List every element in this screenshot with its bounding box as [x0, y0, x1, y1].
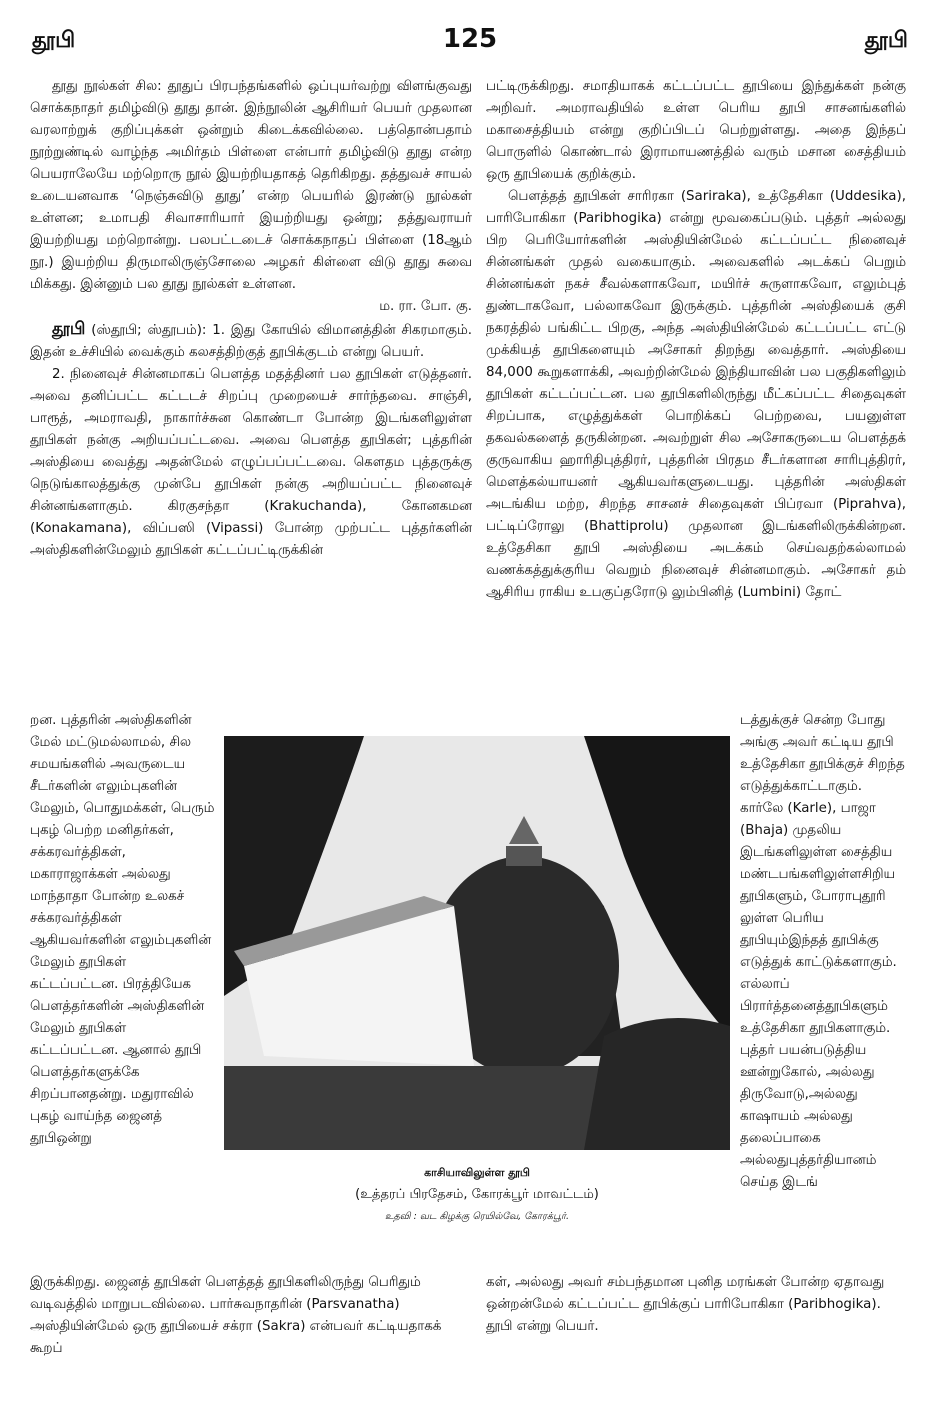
entry-definition: (ஸ்தூபி; ஸ்தூபம்): 1. இது கோயில் விமானத்தின் சிகரமாகும். இதன் உச்சியில் வைக்கும் கலசத்திற்குத் தூபிக்குடம் என்று பெயர்.: [30, 323, 472, 360]
caption-title: காசியாவிலுள்ள தூபி: [424, 1166, 530, 1179]
running-head-right: தூபி: [864, 28, 908, 53]
caption-credit: உதவி : வட கிழக்கு ரெயில்வே, கோரக்பூர்.: [384, 1211, 570, 1222]
paragraph-samadhi: பட்டிருக்கிறது. சமாதியாகக் கட்டப்பட்ட தூபியை இந்துக்கள் நன்கு அறிவர். அமராவதியில் உள்ள பெரிய தூபி சாசனங்களில் மகாசைத்தியம் என்று குறிப்பிடப் பெற்றுள்ளது. அதை இந்தப் பொருளில் கொண்டால் இராமாயணத்தில் வரும் மசான சைத்தியம் ஒரு தூபியைக் குறிக்கும்.: [486, 79, 906, 182]
entry-heading: தூபி: [52, 319, 86, 339]
paragraph-stupa-types: பௌத்தத் தூபிகள் சாரிரகா (Sariraka), உத்தேசிகா (Uddesika), பாரிபோகிகா (Paribhogika) என்று மூவகைப்படும். புத்தர் அல்லது பிற பெரியோர்களின் அஸ்தியின்மேல் கட்டப்பட்ட நினைவுச் சின்னங்கள் முதல் வகையாகும். அவைகளில் அடக்கப் பெறும் சின்னங்கள் நகச் சீவல்களாகவோ, மயிர்ச் சுருளாகவோ, எலும்புத் துண்டாகவோ, பல்லாகவோ இருக்கும். புத்தரின் அஸ்தியைக் குசி நகரத்தில் பங்கிட்ட பிறகு, அந்த அஸ்தியின்மேல் கட்டப்பட்ட எட்டு முக்கியத் தூபிகளையும் அசோகர் திறந்து வைத்தார். அஸ்தியை 84,000 கூறுகளாக்கி, அவற்றின்மேல் இந்தியாவின் பல பகுதிகளிலும் தூபிகள் கட்டப்பட்டன. பல தூபிகளிலிருந்து மீட்கப்பட்ட சிதைவுகள் சிறப்பாக, எழுத்துக்கள் பொறிக்கப் பெற்றவை, பயனுள்ள தகவல்களைத் தருகின்றன. அவற்றுள் சில அசோகருடைய பௌத்தக் குருவாகிய ஹாரிதிபுத்திரர், புத்தரின் பிரதம சீடர்களான சாரிபுத்திரர், மௌத்கல்யாயனர் ஆகியவர்களுடையது. புத்தரின் அஸ்திகள் அடங்கிய மற்ற, சிறந்த சாசனச் சிதைவுகள் பிப்ரவா (Piprahva), பட்டிப்ரோலு (Bhattiprolu) முதலான இடங்களிலிருக்கின்றன. உத்தேசிகா தூபி அஸ்தியை அடக்கம் செய்வதற்கல்லாமல் வணக்கத்துக்குரிய வெறும் நினைவுச் சின்னமாகும். அசோகர் தம் ஆசிரிய ராகிய உபகுப்தரோடு லும்பினித் (Lumbini) தோட்: [486, 189, 906, 600]
page-number: 125: [442, 24, 498, 54]
author-signature: ம. ரா. போ. கு.: [379, 299, 472, 314]
figure-caption: [224, 1162, 730, 1228]
bottom-left-text: இருக்கிறது. ஜைனத் தூபிகள் பௌத்தத் தூபிகளிலிருந்து பெரிதும் வடிவத்தில் மாறுபடவில்லை. பார்சுவநாதரின் (Parsvanatha) அஸ்தியின்மேல் ஒரு தூபியைச் சக்ரா (Sakra) என்பவர் கட்டியதாகக் கூறப்: [30, 1275, 442, 1356]
caption-subtitle: (உத்தரப் பிரதேசம், கோரக்பூர் மாவட்டம்): [355, 1187, 599, 1202]
bottom-right-text: கள், அல்லது அவர் சம்பந்தமான புனித மரங்கள் போன்ற ஏதாவது ஒன்றன்மேல் கட்டப்பட்ட தூபிக்குப் பாரிபோகிகா (Paribhogika). தூபி என்று பெயர்.: [486, 1275, 885, 1334]
wrap-text-right: டத்துக்குச் சென்ற போது அங்கு அவர் கட்டிய தூபி உத்தேசிகா தூபிக்குச் சிறந்த எடுத்துக்காட்டாகும். கார்லே (Karle), பாஜா (Bhaja) முதலிய இடங்களிலுள்ள சைத்திய மண்டபங்களிலுள்ளசிறிய தூபிகளும், போராபுதூரி லுள்ள பெரிய தூபியும்இந்தத் தூபிக்கு எடுத்துக் காட்டுக்களாகும். எல்லாப் பிரார்த்தனைத்தூபிகளும் உத்தேசிகா தூபிகளாகும். புத்தர் பயன்படுத்திய ஊன்றுகோல், அல்லது திருவோடு,அல்லது காஷாயம் அல்லது தலைப்பாகை அல்லதுபுத்தர்தியானம் செய்த இடங்: [740, 713, 905, 1190]
wrap-text-left: றன. புத்தரின் அஸ்திகளின் மேல் மட்டுமல்லாமல், சில சமயங்களில் அவருடைய சீடர்களின் எலும்புகளின் மேலும், பொதுமக்கள், பெரும் புகழ் பெற்ற மனிதர்கள், சக்கரவர்த்திகள், மகாராஜாக்கள் அல்லது மாந்தாதா போன்ற உலகச் சக்கரவர்த்திகள் ஆகியவர்களின் எலும்புகளின் மேலும் தூபிகள் கட்டப்பட்டன. பிரத்தியேக பௌத்தர்களின் அஸ்திகளின் மேலும் தூபிகள் கட்டப்பட்டன. ஆனால் தூபி பௌத்தர்களுக்கே சிறப்பானதன்று. மதுராவில் புகழ் வாய்ந்த ஜைனத் தூபிஒன்று: [30, 713, 215, 1146]
right-column: [486, 76, 906, 604]
running-head-left: தூபி: [32, 28, 76, 53]
stupa-photograph: [224, 736, 730, 1150]
paragraph-stupa-memorials: 2. நினைவுச் சின்னமாகப் பௌத்த மதத்தினர் பல தூபிகள் எடுத்தனர். அவை தனிப்பட்ட கட்டடச் சிறப்பு முறையைச் சார்ந்தவை. சாஞ்சி, பாரூத், அமராவதி, நாகார்ச்சுன கொண்டா போன்ற இடங்களிலுள்ள தூபிகள் நன்கு அறியப்பட்டவை. அவை பௌத்த தூபிகள்; புத்தரின் அஸ்தியை வைத்து அதன்மேல் எழுப்பப்பட்டவை. கௌதம புத்தருக்கு நெடுங்காலத்துக்கு முன்பே தூபிகள் நன்கு அறியப்பட்ட நினைவுச் சின்னங்களாகும். கிரகுசந்தா (Krakuchanda), கோனகமன (Konakamana), விப்பஸி (Vipassi) போன்ற முற்பட்ட புத்தர்களின் அஸ்திகளின்மேலும் தூபிகள் கட்டப்பட்டிருக்கின்: [30, 367, 472, 558]
paragraph-thoothu: தூது நூல்கள் சில: தூதுப் பிரபந்தங்களில் ஒப்புயர்வற்று விளங்குவது சொக்கநாதர் தமிழ்விடு தூது தான். இந்நூலின் ஆசிரியர் பெயர் முதலான வரலாற்றுக் குறிப்புக்கள் ஒன்றும் கிடைக்கவில்லை. பத்தொன்பதாம் நூற்றுண்டில் வாழ்ந்த அமிர்தம் பிள்ளை என்பார் தமிழ்விடு தூது என்ற பெயராலேயே மற்றொரு நூல் இயற்றியதாகத் தெரிகிறது. தத்துவச் சாயல் உடையனவாக ‘நெஞ்சுவிடு தூது’ என்ற பெயரில் இரண்டு நூல்கள் உள்ளன; உமாபதி சிவாசாரியார் இயற்றியது ஒன்று; தத்துவராயர் இயற்றியது மற்றொன்று. பலபட்டடைச் சொக்கநாதப் பிள்ளை (18ஆம் நூ.) இயற்றிய திருமாலிருஞ்சோலை அழகர் கிள்ளை விடு தூது சுவை மிக்கது. இன்னும் பல தூது நூல்கள் உள்ளன.: [30, 79, 472, 292]
left-column: [30, 76, 472, 562]
